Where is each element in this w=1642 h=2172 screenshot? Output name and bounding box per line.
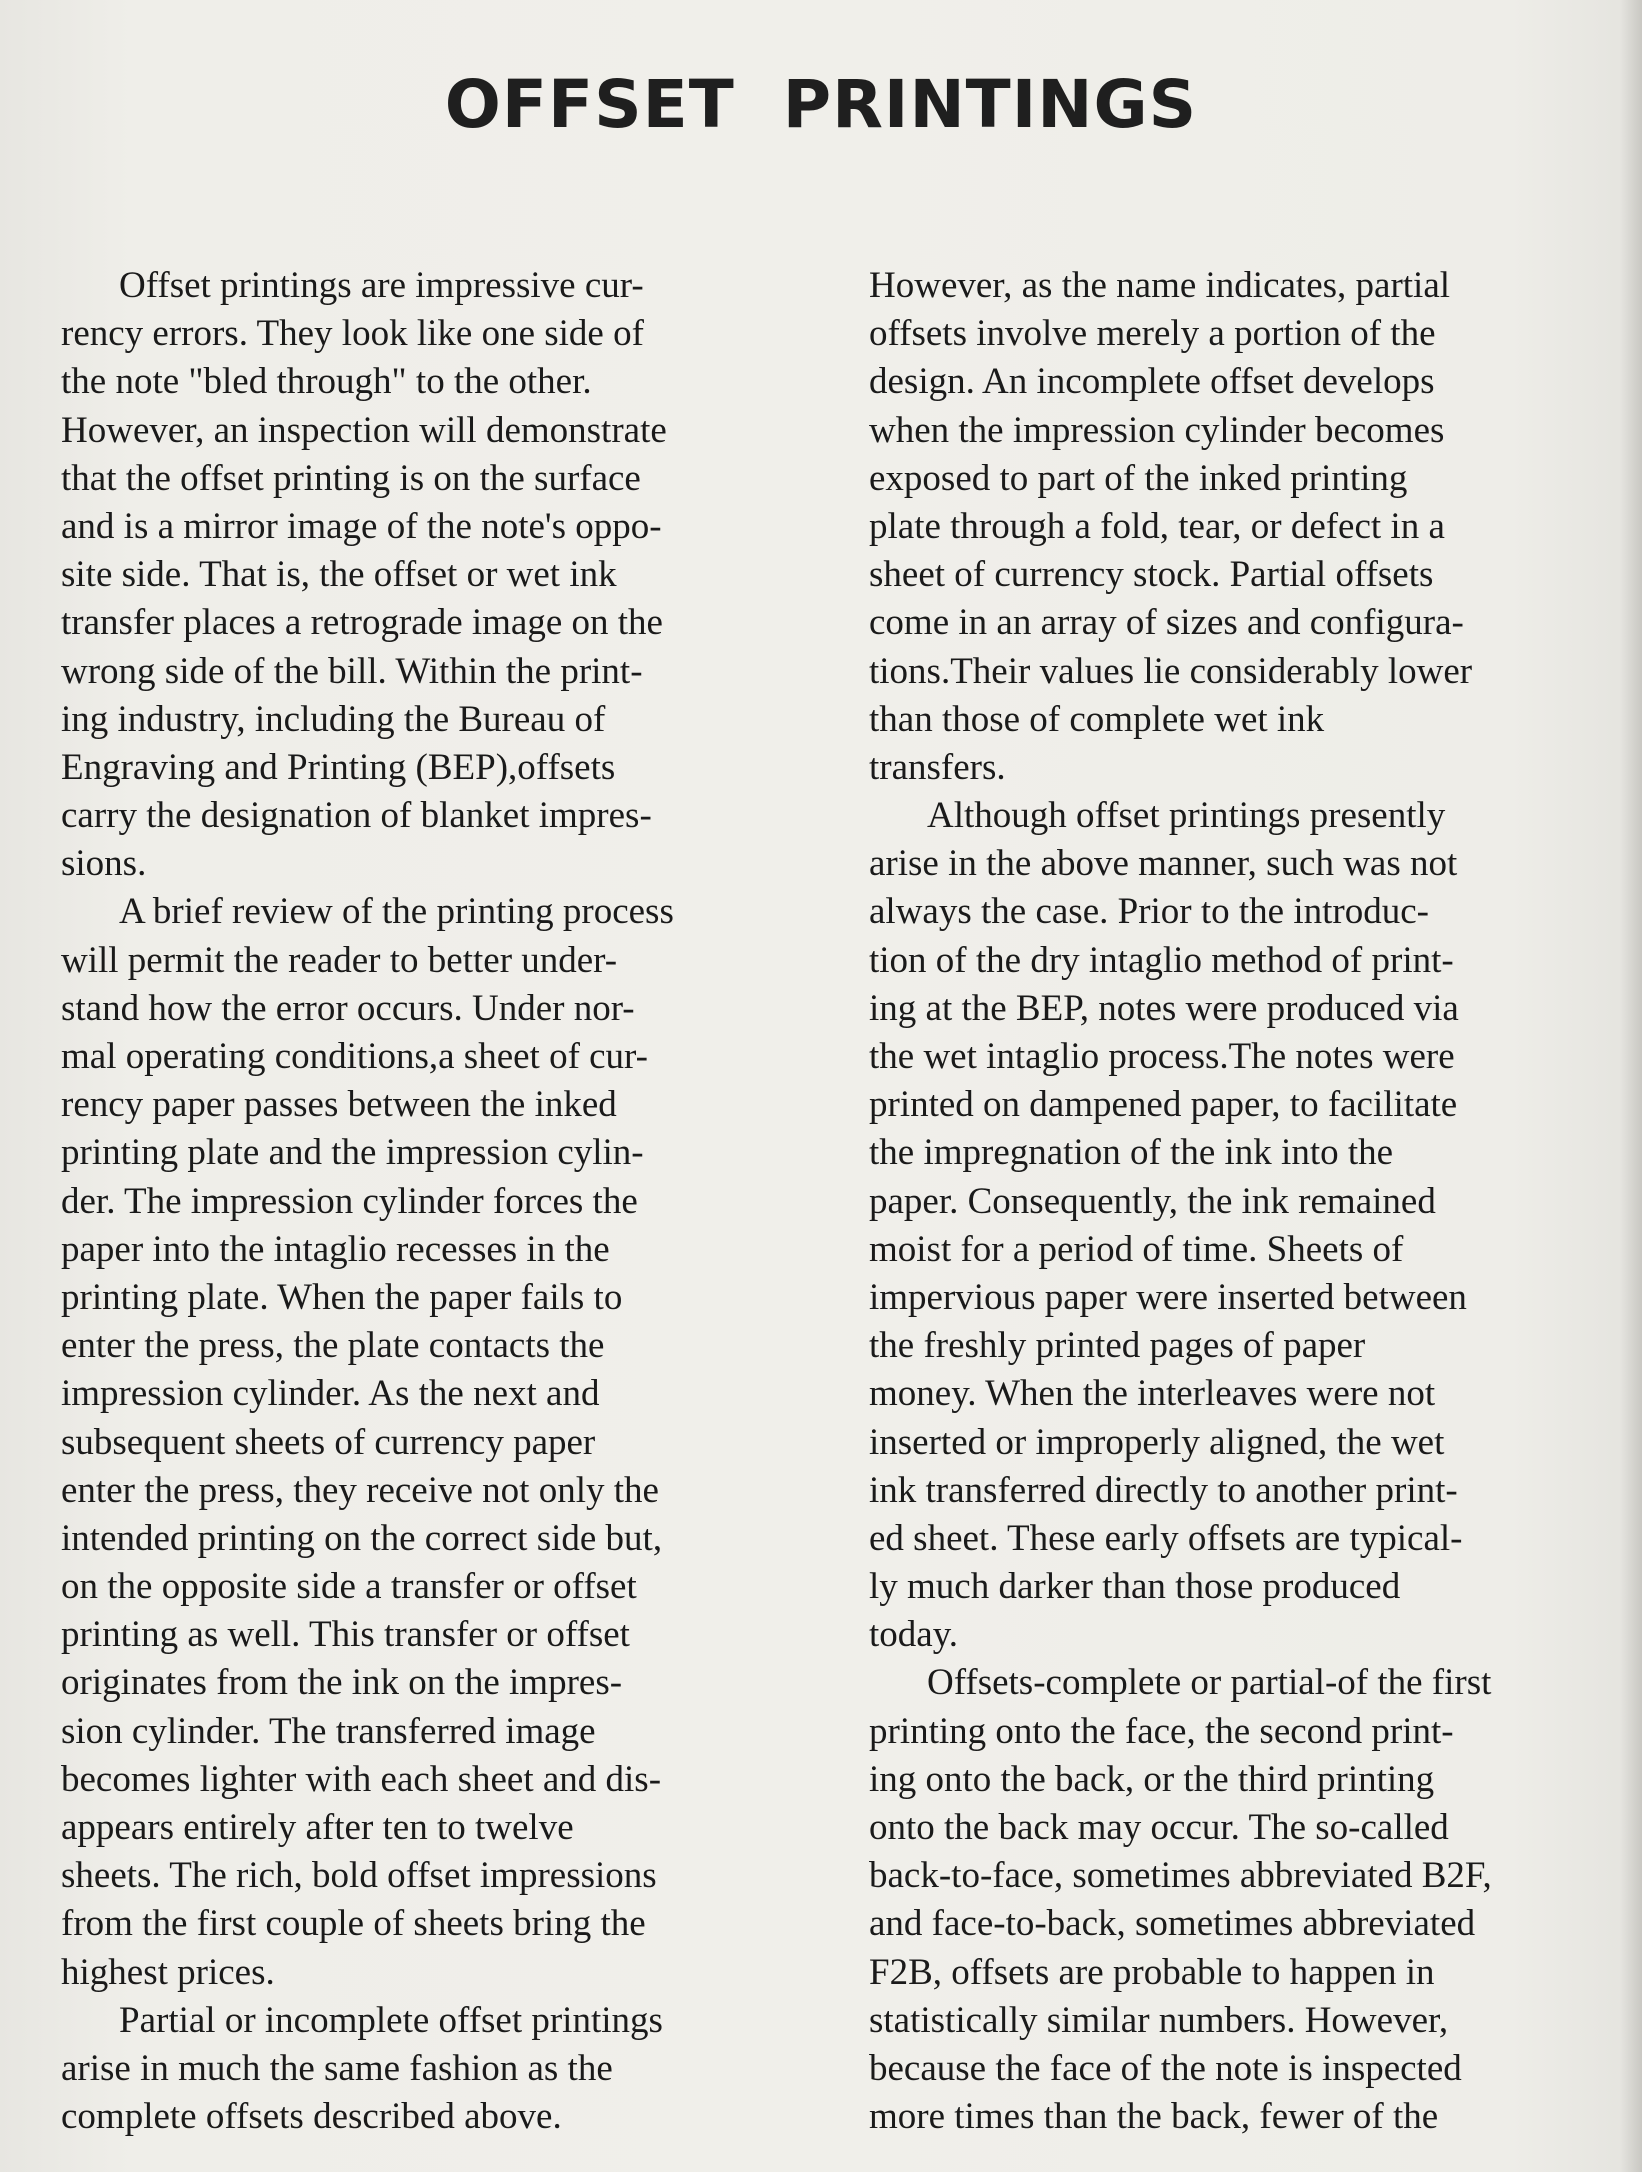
text-line: appears entirely after ten to twelve xyxy=(61,1807,574,1848)
text-line: tion of the dry intaglio method of print- xyxy=(869,939,1454,981)
text-line: intended printing on the correct side but, xyxy=(61,1517,663,1559)
text-line: impression cylinder. As the next and xyxy=(61,1373,600,1415)
text-line: plate through a fold, tear, or defect in a xyxy=(869,505,1445,547)
text-line: ly much darker than those produced xyxy=(869,1566,1401,1608)
text-line: mal operating conditions,a sheet of cur- xyxy=(61,1036,648,1077)
text-line: Offset printings are impressive cur- xyxy=(119,265,644,306)
text-line: back-to-face, sometimes abbreviated B2F, xyxy=(869,1855,1492,1897)
text-line: printing onto the face, the second print- xyxy=(869,1710,1454,1752)
text-line: Offsets-complete or partial-of the first xyxy=(927,1662,1492,1704)
text-line: carry the designation of blanket impres- xyxy=(61,795,652,837)
text-line: wrong side of the bill. Within the print- xyxy=(61,650,643,692)
text-line: and face-to-back, sometimes abbreviated xyxy=(869,1903,1476,1945)
text-line: paper into the intaglio recesses in the xyxy=(61,1228,610,1270)
text-line: than those of complete wet ink xyxy=(869,698,1325,740)
text-line: come in an array of sizes and configura- xyxy=(869,602,1464,644)
text-line: stand how the error occurs. Under nor- xyxy=(61,987,635,1029)
text-line: sheets. The rich, bold offset impressions xyxy=(61,1855,657,1897)
text-line: more times than the back, fewer of the xyxy=(869,2096,1439,2138)
text-line: enter the press, the plate contacts the xyxy=(61,1325,605,1367)
left-text-column xyxy=(61,262,831,2141)
text-line: Although offset printings presently xyxy=(927,795,1446,837)
text-line: rency errors. They look like one side of xyxy=(61,313,644,355)
text-line: statistically similar numbers. However, xyxy=(869,1999,1449,2041)
text-line: sheet of currency stock. Partial offsets xyxy=(869,554,1434,596)
text-line: the note "bled through" to the other. xyxy=(61,361,592,403)
text-line: money. When the interleaves were not xyxy=(869,1373,1436,1415)
text-line: Partial or incomplete offset printings xyxy=(119,1999,663,2041)
text-line: when the impression cylinder becomes xyxy=(869,409,1445,451)
text-line: because the face of the note is inspected xyxy=(869,2047,1462,2089)
text-line: sions. xyxy=(61,843,147,885)
right-text-column xyxy=(869,262,1629,2141)
page-title: OFFSET PRINTINGS xyxy=(444,66,1198,143)
text-line: However, an inspection will demonstrate xyxy=(61,409,667,451)
text-line: ing industry, including the Bureau of xyxy=(61,698,606,740)
text-line: complete offsets described above. xyxy=(61,2096,562,2138)
text-line: site side. That is, the offset or wet ink xyxy=(61,554,617,596)
text-line: the impregnation of the ink into the xyxy=(869,1132,1394,1174)
text-line: offsets involve merely a portion of the xyxy=(869,313,1436,355)
text-line: the freshly printed pages of paper xyxy=(869,1325,1366,1367)
text-line: transfer places a retrograde image on the xyxy=(61,602,663,644)
text-line: ink transferred directly to another print- xyxy=(869,1469,1458,1511)
text-line: transfers. xyxy=(869,746,1006,788)
text-line: ed sheet. These early offsets are typical- xyxy=(869,1517,1463,1559)
text-line: onto the back may occur. The so-called xyxy=(869,1807,1449,1848)
text-line: printed on dampened paper, to facilitate xyxy=(869,1084,1458,1126)
text-line: the wet intaglio process.The notes were xyxy=(869,1036,1455,1077)
text-line: design. An incomplete offset develops xyxy=(869,361,1435,403)
text-line: rency paper passes between the inked xyxy=(61,1084,617,1126)
text-line: arise in much the same fashion as the xyxy=(61,2047,613,2089)
text-line: printing plate and the impression cylin- xyxy=(61,1132,644,1174)
text-line: arise in the above manner, such was not xyxy=(869,843,1458,885)
text-line: ing onto the back, or the third printing xyxy=(869,1758,1435,1800)
text-line: sion cylinder. The transferred image xyxy=(61,1710,596,1752)
text-line: on the opposite side a transfer or offset xyxy=(61,1566,637,1608)
text-line: that the offset printing is on the surface xyxy=(61,457,641,499)
text-line: from the first couple of sheets bring the xyxy=(61,1903,646,1945)
text-line: tions.Their values lie considerably lower xyxy=(869,650,1473,692)
text-line: will permit the reader to better under- xyxy=(61,939,618,981)
text-line: exposed to part of the inked printing xyxy=(869,457,1408,499)
text-line: F2B, offsets are probable to happen in xyxy=(869,1951,1435,1993)
text-line: der. The impression cylinder forces the xyxy=(61,1180,638,1222)
text-line: originates from the ink on the impres- xyxy=(61,1662,623,1704)
text-line: impervious paper were inserted between xyxy=(869,1276,1467,1318)
text-line: ing at the BEP, notes were produced via xyxy=(869,987,1459,1029)
text-line: printing as well. This transfer or offset xyxy=(61,1614,630,1656)
text-line: and is a mirror image of the note's oppo- xyxy=(61,505,662,547)
text-line: enter the press, they receive not only the xyxy=(61,1469,659,1511)
text-line: highest prices. xyxy=(61,1951,275,1993)
text-line: always the case. Prior to the introduc- xyxy=(869,891,1429,933)
text-line: Engraving and Printing (BEP),offsets xyxy=(61,746,616,788)
text-line: becomes lighter with each sheet and dis- xyxy=(61,1758,662,1800)
text-line: today. xyxy=(869,1614,959,1656)
text-line: printing plate. When the paper fails to xyxy=(61,1276,623,1318)
text-line: A brief review of the printing process xyxy=(119,891,674,933)
text-line: inserted or improperly aligned, the wet xyxy=(869,1421,1445,1463)
text-line: moist for a period of time. Sheets of xyxy=(869,1228,1404,1270)
page-edge-shadow xyxy=(1620,0,1642,2172)
text-line: subsequent sheets of currency paper xyxy=(61,1421,596,1463)
text-line: However, as the name indicates, partial xyxy=(869,265,1451,306)
text-line: paper. Consequently, the ink remained xyxy=(869,1180,1436,1222)
